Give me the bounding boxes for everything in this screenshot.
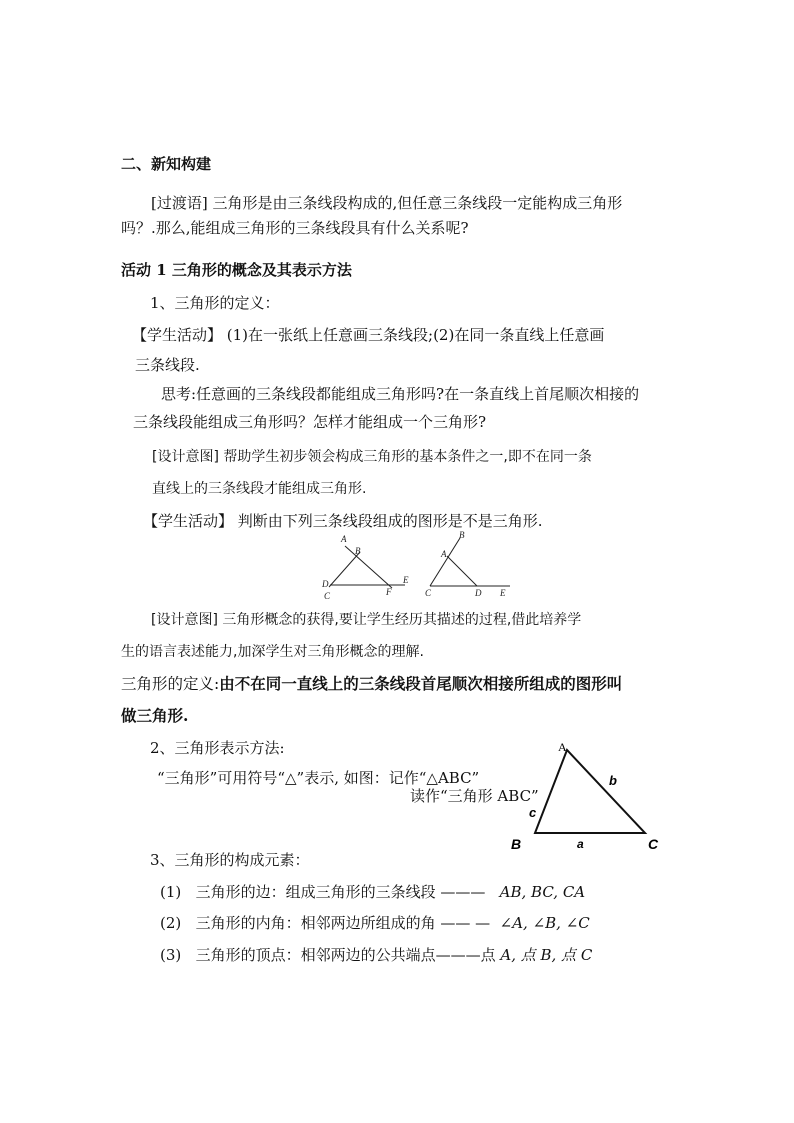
right-label-c: C — [425, 588, 432, 598]
vertex-b-label: B — [511, 836, 522, 852]
element-math: AB, BC, CA — [499, 883, 586, 901]
elements-heading: 3、三角形的构成元素： — [150, 851, 310, 869]
triangle-definition-line2: 做三角形. — [121, 706, 189, 725]
design-intent-2-line2: 生的语言表述能力,加深学生对三角形概念的理解. — [121, 644, 424, 660]
element-num: (2) — [160, 914, 182, 932]
segment-figures — [310, 530, 540, 605]
element-math: A, 点 B, 点 C — [500, 946, 593, 964]
element-row-2 — [160, 913, 590, 933]
left-label-a: A — [341, 534, 347, 544]
element-text: 三角形的边：组成三角形的三条线段 ——— — [195, 883, 486, 901]
right-label-e: E — [500, 588, 506, 598]
definition-heading: 1、三角形的定义： — [150, 294, 280, 312]
right-label-b: B — [459, 530, 465, 540]
left-label-b: B — [355, 546, 361, 556]
student-activity-1-line1: 【学生活动】 (1)在一张纸上任意画三条线段;(2)在同一条直线上任意画 — [132, 326, 605, 344]
transition-line-2: 吗？.那么,能组成三角形的三条线段具有什么关系呢? — [121, 219, 469, 237]
student-activity-2: 【学生活动】 判断由下列三条线段组成的图形是不是三角形. — [143, 512, 543, 530]
element-num: (3) — [160, 946, 182, 964]
side-b-label: b — [609, 773, 617, 788]
notation-line1: “三角形”可用符号“△”表示, 如图：记作“△ABC” — [157, 769, 480, 787]
activity1-title: 活动 1 三角形的概念及其表示方法 — [121, 261, 352, 279]
think-line2: 三条线段能组成三角形吗？怎样才能组成一个三角形? — [133, 413, 487, 431]
right-label-a: A — [441, 549, 447, 559]
element-row-1 — [160, 882, 585, 902]
student-activity-1-line2: 三条线段. — [135, 356, 200, 374]
design-intent-2-line1: [设计意图] 三角形概念的获得,要让学生经历其描述的过程,借此培养学 — [151, 612, 582, 628]
transition-line-1: [过渡语] 三角形是由三条线段构成的,但任意三条线段一定能构成三角形 — [151, 194, 623, 212]
left-label-c: C — [324, 591, 331, 601]
left-segment-ab — [345, 546, 392, 588]
triangle-definition-line1 — [121, 674, 622, 694]
vertex-a-label: A — [558, 740, 567, 754]
notation-line2: 读作“三角形 ABC” — [410, 787, 539, 805]
triangle-abc — [535, 750, 645, 833]
definition-prefix: 三角形的定义: — [121, 675, 220, 693]
think-line1: 思考:任意画的三条线段都能组成三角形吗?在一条直线上首尾顺次相接的 — [161, 385, 640, 403]
element-math: ∠A, ∠B, ∠C — [499, 914, 590, 932]
right-segment-bc — [430, 538, 460, 586]
left-segment-bd — [329, 552, 360, 587]
right-segment-ad — [447, 556, 477, 586]
figure-right — [430, 538, 510, 586]
vertex-c-label: C — [648, 836, 659, 852]
side-c-label: c — [529, 805, 537, 820]
left-label-f: F — [386, 587, 392, 597]
definition-bold: 由不在同一直线上的三条线段首尾顺次相接所组成的图形叫 — [219, 674, 623, 693]
design-intent-1-line1: [设计意图] 帮助学生初步领会构成三角形的基本条件之一,即不在同一条 — [152, 449, 592, 465]
element-text: 三角形的内角：相邻两边所组成的角 —— — — [195, 914, 491, 932]
left-label-d: D — [322, 579, 329, 589]
section-title: 二、新知构建 — [121, 155, 212, 173]
side-a-label: a — [577, 837, 584, 851]
design-intent-1-line2: 直线上的三条线段才能组成三角形. — [152, 481, 367, 497]
element-text: 三角形的顶点：相邻两边的公共端点———点 — [195, 946, 496, 964]
triangle-abc-figure — [505, 738, 675, 853]
figure-left — [329, 546, 405, 588]
notation-heading: 2、三角形表示方法: — [150, 739, 285, 757]
left-label-e: E — [403, 575, 409, 585]
right-label-d: D — [475, 588, 482, 598]
element-num: (1) — [160, 883, 182, 901]
element-row-3 — [160, 945, 592, 965]
